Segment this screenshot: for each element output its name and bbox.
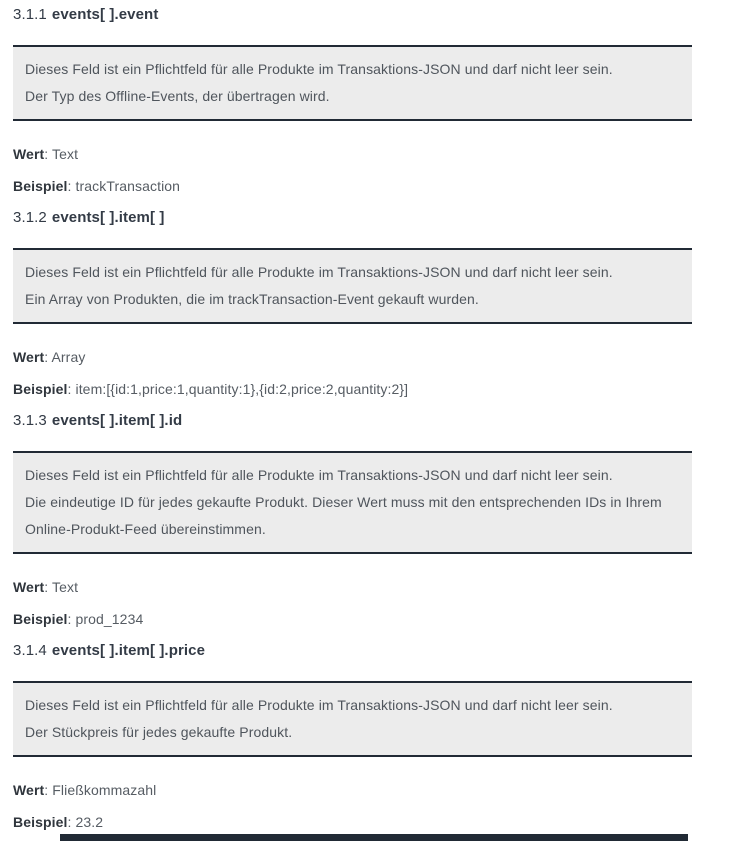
wert-label: Wert: [13, 579, 45, 595]
separator: :: [67, 814, 76, 830]
wert-row: [13, 347, 692, 367]
beispiel-row: [13, 379, 692, 399]
description-line: Der Stückpreis für jedes gekaufte Produkt.: [25, 724, 293, 740]
beispiel-value: item:[{id:1,price:1,quantity:1},{id:2,price:2,quantity:2}]: [75, 381, 409, 397]
description-line: Die eindeutige ID für jedes gekaufte Produkt. Dieser Wert muss mit den entsprechenden IDs in Ihrem Online-Produkt-Feed übereinstimmen.: [25, 494, 662, 537]
section-heading-events-event: [13, 5, 692, 25]
field-name: events[ ].item[ ].id: [51, 412, 183, 429]
beispiel-value: 23.2: [75, 814, 104, 830]
wert-row: [13, 577, 692, 597]
section-number: 3.1.1: [13, 6, 47, 23]
wert-row: [13, 780, 692, 800]
section-number: 3.1.4: [13, 642, 47, 659]
next-section-box-top-border: [60, 834, 688, 841]
separator: :: [44, 146, 52, 162]
section-number: 3.1.3: [13, 412, 47, 429]
beispiel-row: [13, 812, 692, 832]
separator: :: [44, 782, 53, 798]
section-number: 3.1.2: [13, 209, 47, 226]
section-heading-events-item-price: [13, 641, 692, 661]
description-line: Dieses Feld ist ein Pflichtfeld für alle Produkte im Transaktions-JSON und darf nicht leer sein.: [25, 697, 613, 713]
beispiel-value: trackTransaction: [75, 178, 181, 194]
field-name: events[ ].event: [51, 6, 159, 23]
field-description-box: [13, 681, 692, 757]
description-line: Dieses Feld ist ein Pflichtfeld für alle Produkte im Transaktions-JSON und darf nicht leer sein.: [25, 467, 613, 483]
separator: :: [44, 579, 52, 595]
description-line: Dieses Feld ist ein Pflichtfeld für alle Produkte im Transaktions-JSON und darf nicht leer sein.: [25, 61, 613, 77]
beispiel-label: Beispiel: [13, 178, 68, 194]
wert-row: [13, 144, 692, 164]
beispiel-value: prod_1234: [75, 611, 144, 627]
field-description-box: [13, 248, 692, 324]
section-heading-events-item: [13, 208, 692, 228]
separator: :: [44, 349, 52, 365]
wert-label: Wert: [13, 349, 45, 365]
field-name: events[ ].item[ ].price: [51, 642, 206, 659]
description-line: Dieses Feld ist ein Pflichtfeld für alle Produkte im Transaktions-JSON und darf nicht leer sein.: [25, 264, 613, 280]
beispiel-label: Beispiel: [13, 814, 68, 830]
wert-value: Fließkommazahl: [52, 782, 157, 798]
description-line: Ein Array von Produkten, die im trackTransaction-Event gekauft wurden.: [25, 291, 479, 307]
separator: :: [67, 381, 76, 397]
separator: :: [67, 611, 76, 627]
field-description-box: [13, 451, 692, 554]
field-name: events[ ].item[ ]: [51, 209, 165, 226]
beispiel-row: [13, 609, 692, 629]
separator: :: [67, 178, 76, 194]
description-line: Der Typ des Offline-Events, der übertragen wird.: [25, 88, 330, 104]
section-heading-events-item-id: [13, 411, 692, 431]
beispiel-row: [13, 176, 692, 196]
beispiel-label: Beispiel: [13, 611, 68, 627]
wert-value: Text: [52, 579, 79, 595]
wert-label: Wert: [13, 146, 45, 162]
field-description-box: [13, 45, 692, 121]
beispiel-label: Beispiel: [13, 381, 68, 397]
wert-value: Array: [51, 349, 86, 365]
wert-label: Wert: [13, 782, 45, 798]
wert-value: Text: [52, 146, 79, 162]
